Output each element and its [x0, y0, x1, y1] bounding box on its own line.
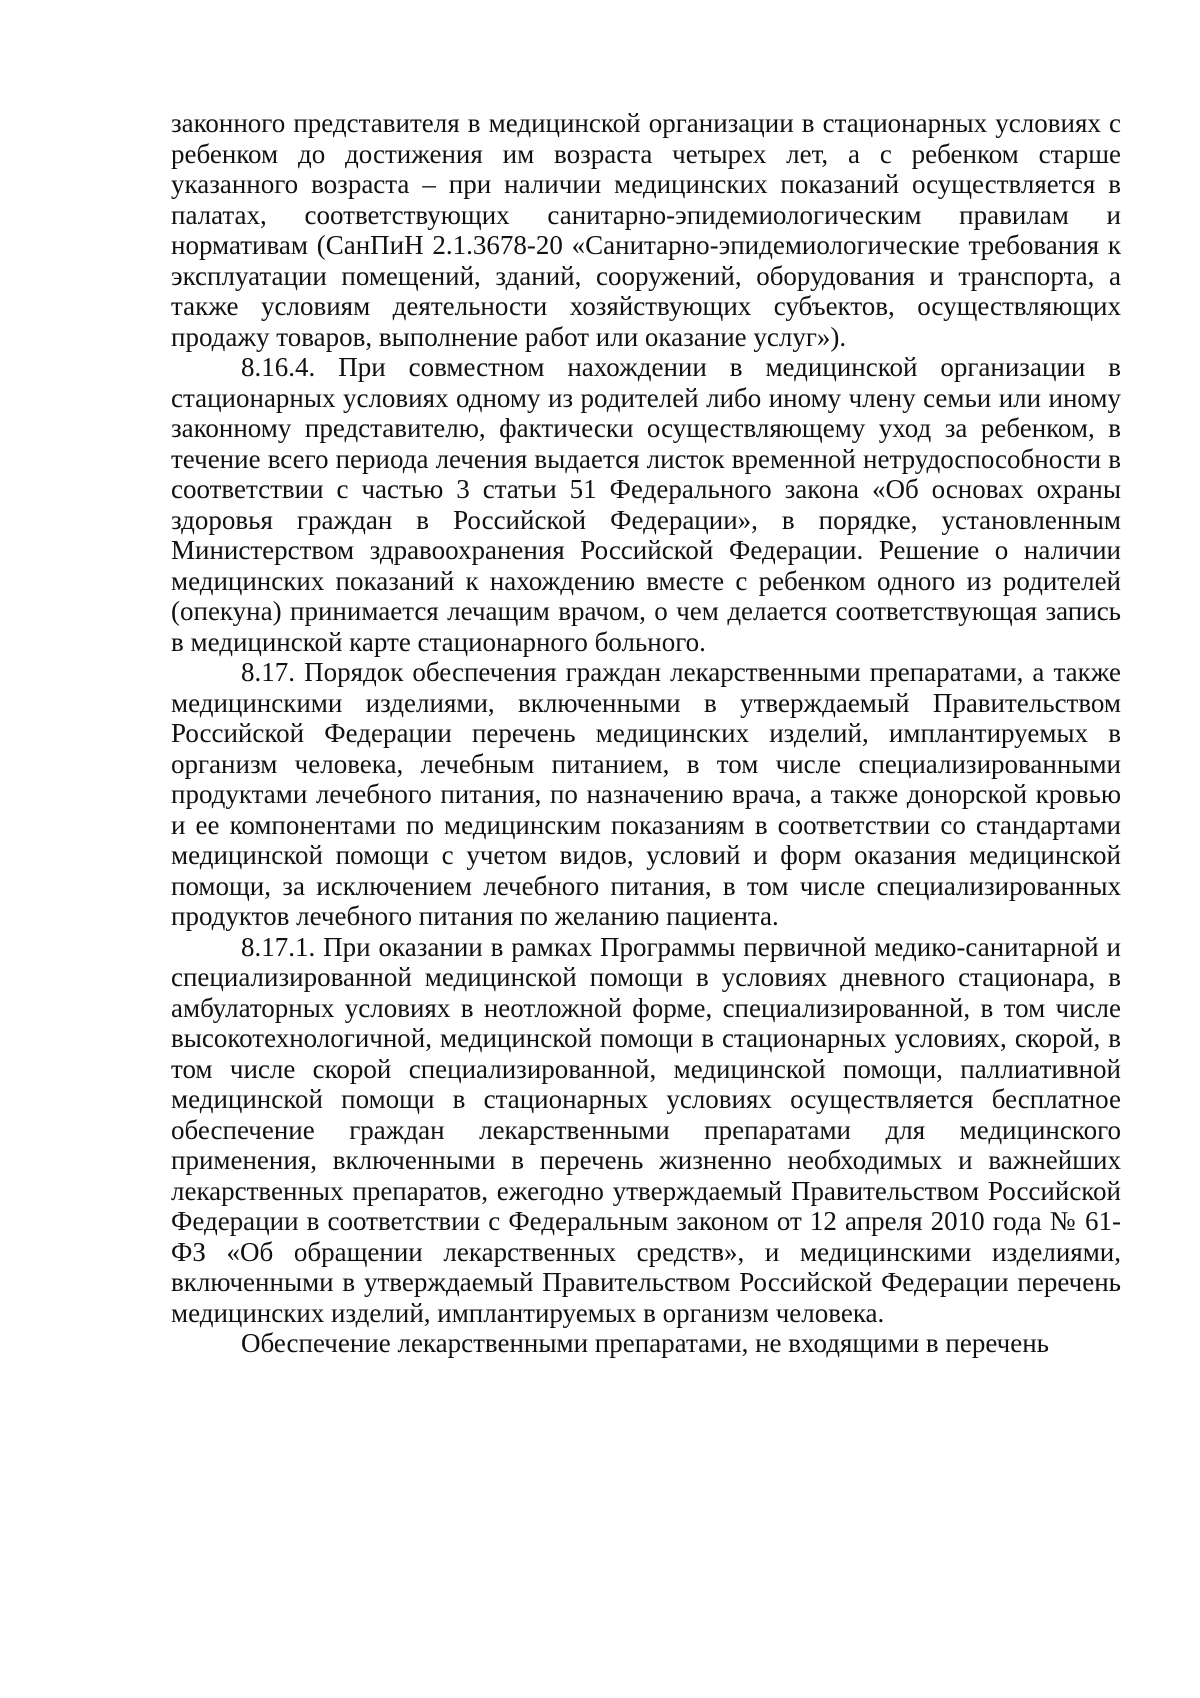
paragraph-8-17: 8.17. Порядок обеспечения граждан лекарственными препаратами, а также медицинскими изделиями, включенными в утверждаемый Правительством Российской Федерации перечень медицинских изделий, имплантируемых в организм человека, лечебным питанием, в том числе специализированными продуктами лечебного питания, по назначению врача, а также донорской кровью и ее компонентами по медицинским показаниям в соответствии со стандартами медицинской помощи с учетом видов, условий и форм оказания медицинской помощи, за исключением лечебного питания, в том числе специализированных продуктов лечебного питания по желанию пациента.	[171, 657, 1121, 931]
document-page	[171, 108, 1121, 1359]
paragraph-8-16-4: 8.16.4. При совместном нахождении в медицинской организации в стационарных условиях одному из родителей либо иному члену семьи или иному законному представителю, фактически осуществляющему уход за ребенком, в течение всего периода лечения выдается листок временной нетрудоспособности в соответствии с частью 3 статьи 51 Федерального закона «Об основах охраны здоровья граждан в Российской Федерации», в порядке, установленным Министерством здравоохранения Российской Федерации. Решение о наличии медицинских показаний к нахождению вместе с ребенком одного из родителей (опекуна) принимается лечащим врачом, о чем делается соответствующая запись в медицинской карте стационарного больного.	[171, 352, 1121, 657]
paragraph-8-17-1: 8.17.1. При оказании в рамках Программы первичной медико-санитарной и специализированной медицинской помощи в условиях дневного стационара, в амбулаторных условиях в неотложной форме, специализированной, в том числе высокотехнологичной, медицинской помощи в стационарных условиях, скорой, в том числе скорой специализированной, медицинской помощи, паллиативной медицинской помощи в стационарных условиях осуществляется бесплатное обеспечение граждан лекарственными препаратами для медицинского применения, включенными в перечень жизненно необходимых и важнейших лекарственных препаратов, ежегодно утверждаемый Правительством Российской Федерации в соответствии с Федеральным законом от 12 апреля 2010 года № 61-ФЗ «Об обращении лекарственных средств», и медицинскими изделиями, включенными в утверждаемый Правительством Российской Федерации перечень медицинских изделий, имплантируемых в организм человека.	[171, 931, 1121, 1328]
paragraph-supply-start: Обеспечение лекарственными препаратами, не входящими в перечень	[241, 1328, 1049, 1358]
paragraph-continuation: законного представителя в медицинской организации в стационарных условиях с ребенком до достижения им возраста четырех лет, а с ребенком старше указанного возраста – при наличии медицинских показаний осуществляется в палатах, соответствующих санитарно-эпидемиологическим правилам и нормативам (СанПиН 2.1.3678-20 «Санитарно-эпидемиологические требования к эксплуатации помещений, зданий, сооружений, оборудования и транспорта, а также условиям деятельности хозяйствующих субъектов, осуществляющих продажу товаров, выполнение работ или оказание услуг»).	[171, 108, 1121, 352]
